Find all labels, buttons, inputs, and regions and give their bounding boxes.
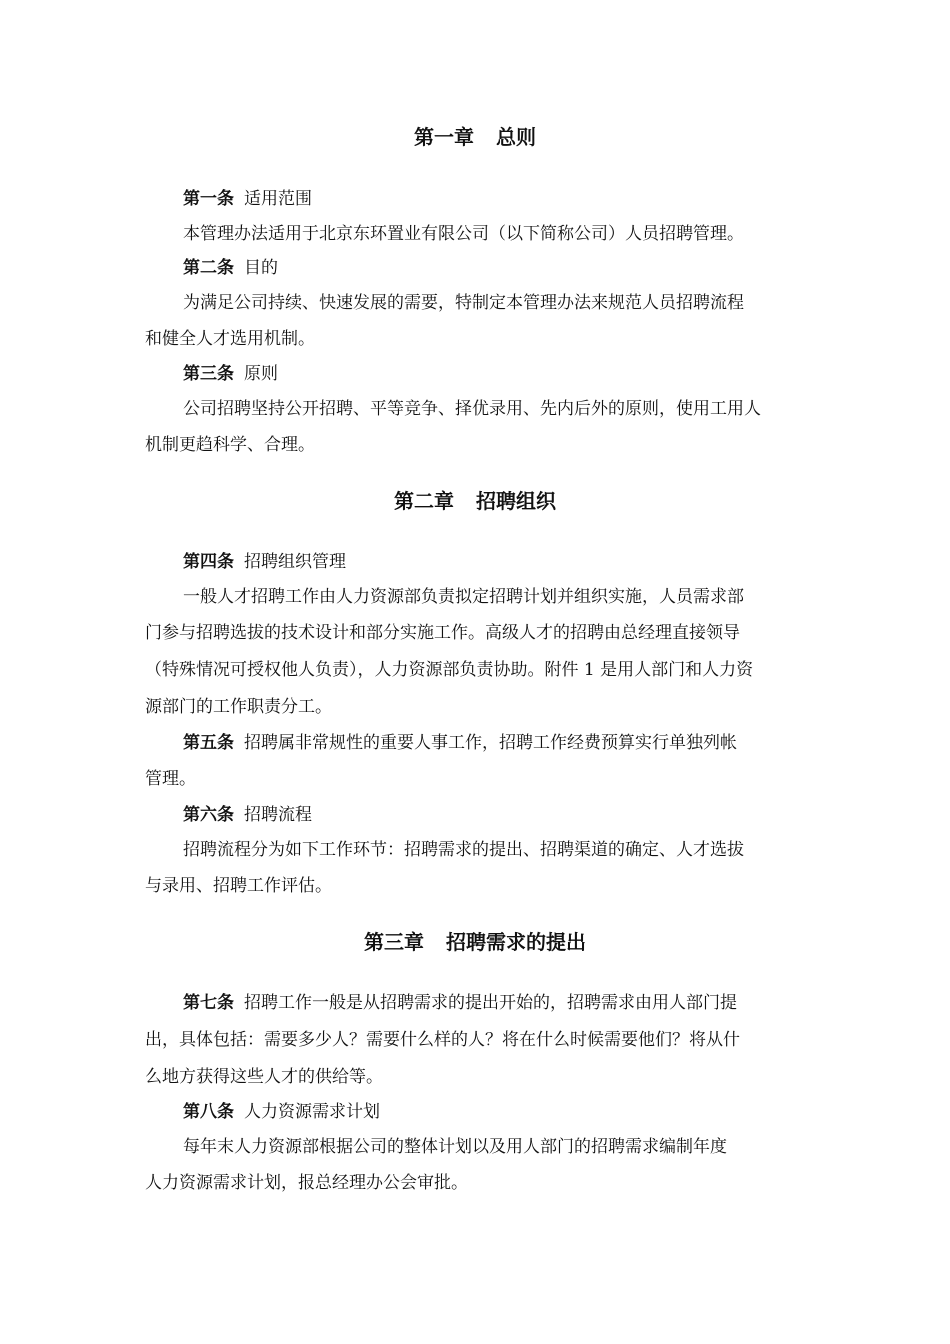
- chapter-title: 招聘需求的提出: [446, 930, 586, 954]
- article-heading-8: [183, 1101, 380, 1123]
- chapter-heading-3: [0, 929, 950, 955]
- article-title: 招聘工作一般是从招聘需求的提出开始的，招聘需求由用人部门提: [244, 993, 737, 1013]
- paragraph-line: 出，具体包括：需要多少人？需要什么样的人？将在什么时候需要他们？将从什: [145, 1030, 740, 1050]
- article-title: 原则: [244, 364, 278, 384]
- article-label: 第六条: [183, 805, 234, 825]
- article-title: 人力资源需求计划: [244, 1102, 380, 1122]
- chapter-heading-2: [0, 488, 950, 514]
- paragraph-line: 每年末人力资源部根据公司的整体计划以及用人部门的招聘需求编制年度: [183, 1137, 727, 1157]
- paragraph-line: 源部门的工作职责分工。: [145, 697, 332, 717]
- paragraph-line: 人力资源需求计划，报总经理办公会审批。: [145, 1173, 468, 1193]
- paragraph-line: 机制更趋科学、合理。: [145, 435, 315, 455]
- article-title: 招聘流程: [244, 805, 312, 825]
- paragraph-line: 为满足公司持续、快速发展的需要，特制定本管理办法来规范人员招聘流程: [183, 293, 744, 313]
- article-label: 第八条: [183, 1102, 234, 1122]
- paragraph-line: 门参与招聘选拔的技术设计和部分实施工作。高级人才的招聘由总经理直接领导: [145, 623, 740, 643]
- article-heading-2: [183, 257, 278, 279]
- paragraph-line: 和健全人才选用机制。: [145, 329, 315, 349]
- article-heading-6: [183, 804, 312, 826]
- chapter-title: 总则: [496, 125, 536, 149]
- article-title: 招聘属非常规性的重要人事工作，招聘工作经费预算实行单独列帐: [244, 733, 737, 753]
- chapter-number: 第一章: [414, 125, 474, 149]
- article-heading-1: [183, 188, 312, 210]
- article-heading-5: [183, 732, 737, 754]
- article-label: 第一条: [183, 189, 234, 209]
- chapter-number: 第三章: [364, 930, 424, 954]
- article-title: 招聘组织管理: [244, 552, 346, 572]
- paragraph-line: 招聘流程分为如下工作环节：招聘需求的提出、招聘渠道的确定、人才选拔: [183, 840, 744, 860]
- article-title: 目的: [244, 258, 278, 278]
- paragraph-line: 公司招聘坚持公开招聘、平等竞争、择优录用、先内后外的原则，使用工用人: [183, 399, 761, 419]
- article-heading-3: [183, 363, 278, 385]
- article-heading-4: [183, 551, 346, 573]
- article-label: 第七条: [183, 993, 234, 1013]
- chapter-heading-1: [0, 124, 950, 150]
- paragraph-line: （特殊情况可授权他人负责），人力资源部负责协助。附件 1 是用人部门和人力资: [145, 660, 754, 680]
- article-label: 第三条: [183, 364, 234, 384]
- paragraph-line: 一般人才招聘工作由人力资源部负责拟定招聘计划并组织实施，人员需求部: [183, 587, 744, 607]
- article-label: 第五条: [183, 733, 234, 753]
- article-heading-7: [183, 992, 737, 1014]
- chapter-title: 招聘组织: [476, 489, 556, 513]
- paragraph-line: 么地方获得这些人才的供给等。: [145, 1067, 383, 1087]
- paragraph-line: 管理。: [145, 769, 196, 789]
- paragraph-line: 本管理办法适用于北京东环置业有限公司（以下简称公司）人员招聘管理。: [183, 224, 744, 244]
- paragraph-line: 与录用、招聘工作评估。: [145, 876, 332, 896]
- article-label: 第二条: [183, 258, 234, 278]
- article-label: 第四条: [183, 552, 234, 572]
- chapter-number: 第二章: [394, 489, 454, 513]
- article-title: 适用范围: [244, 189, 312, 209]
